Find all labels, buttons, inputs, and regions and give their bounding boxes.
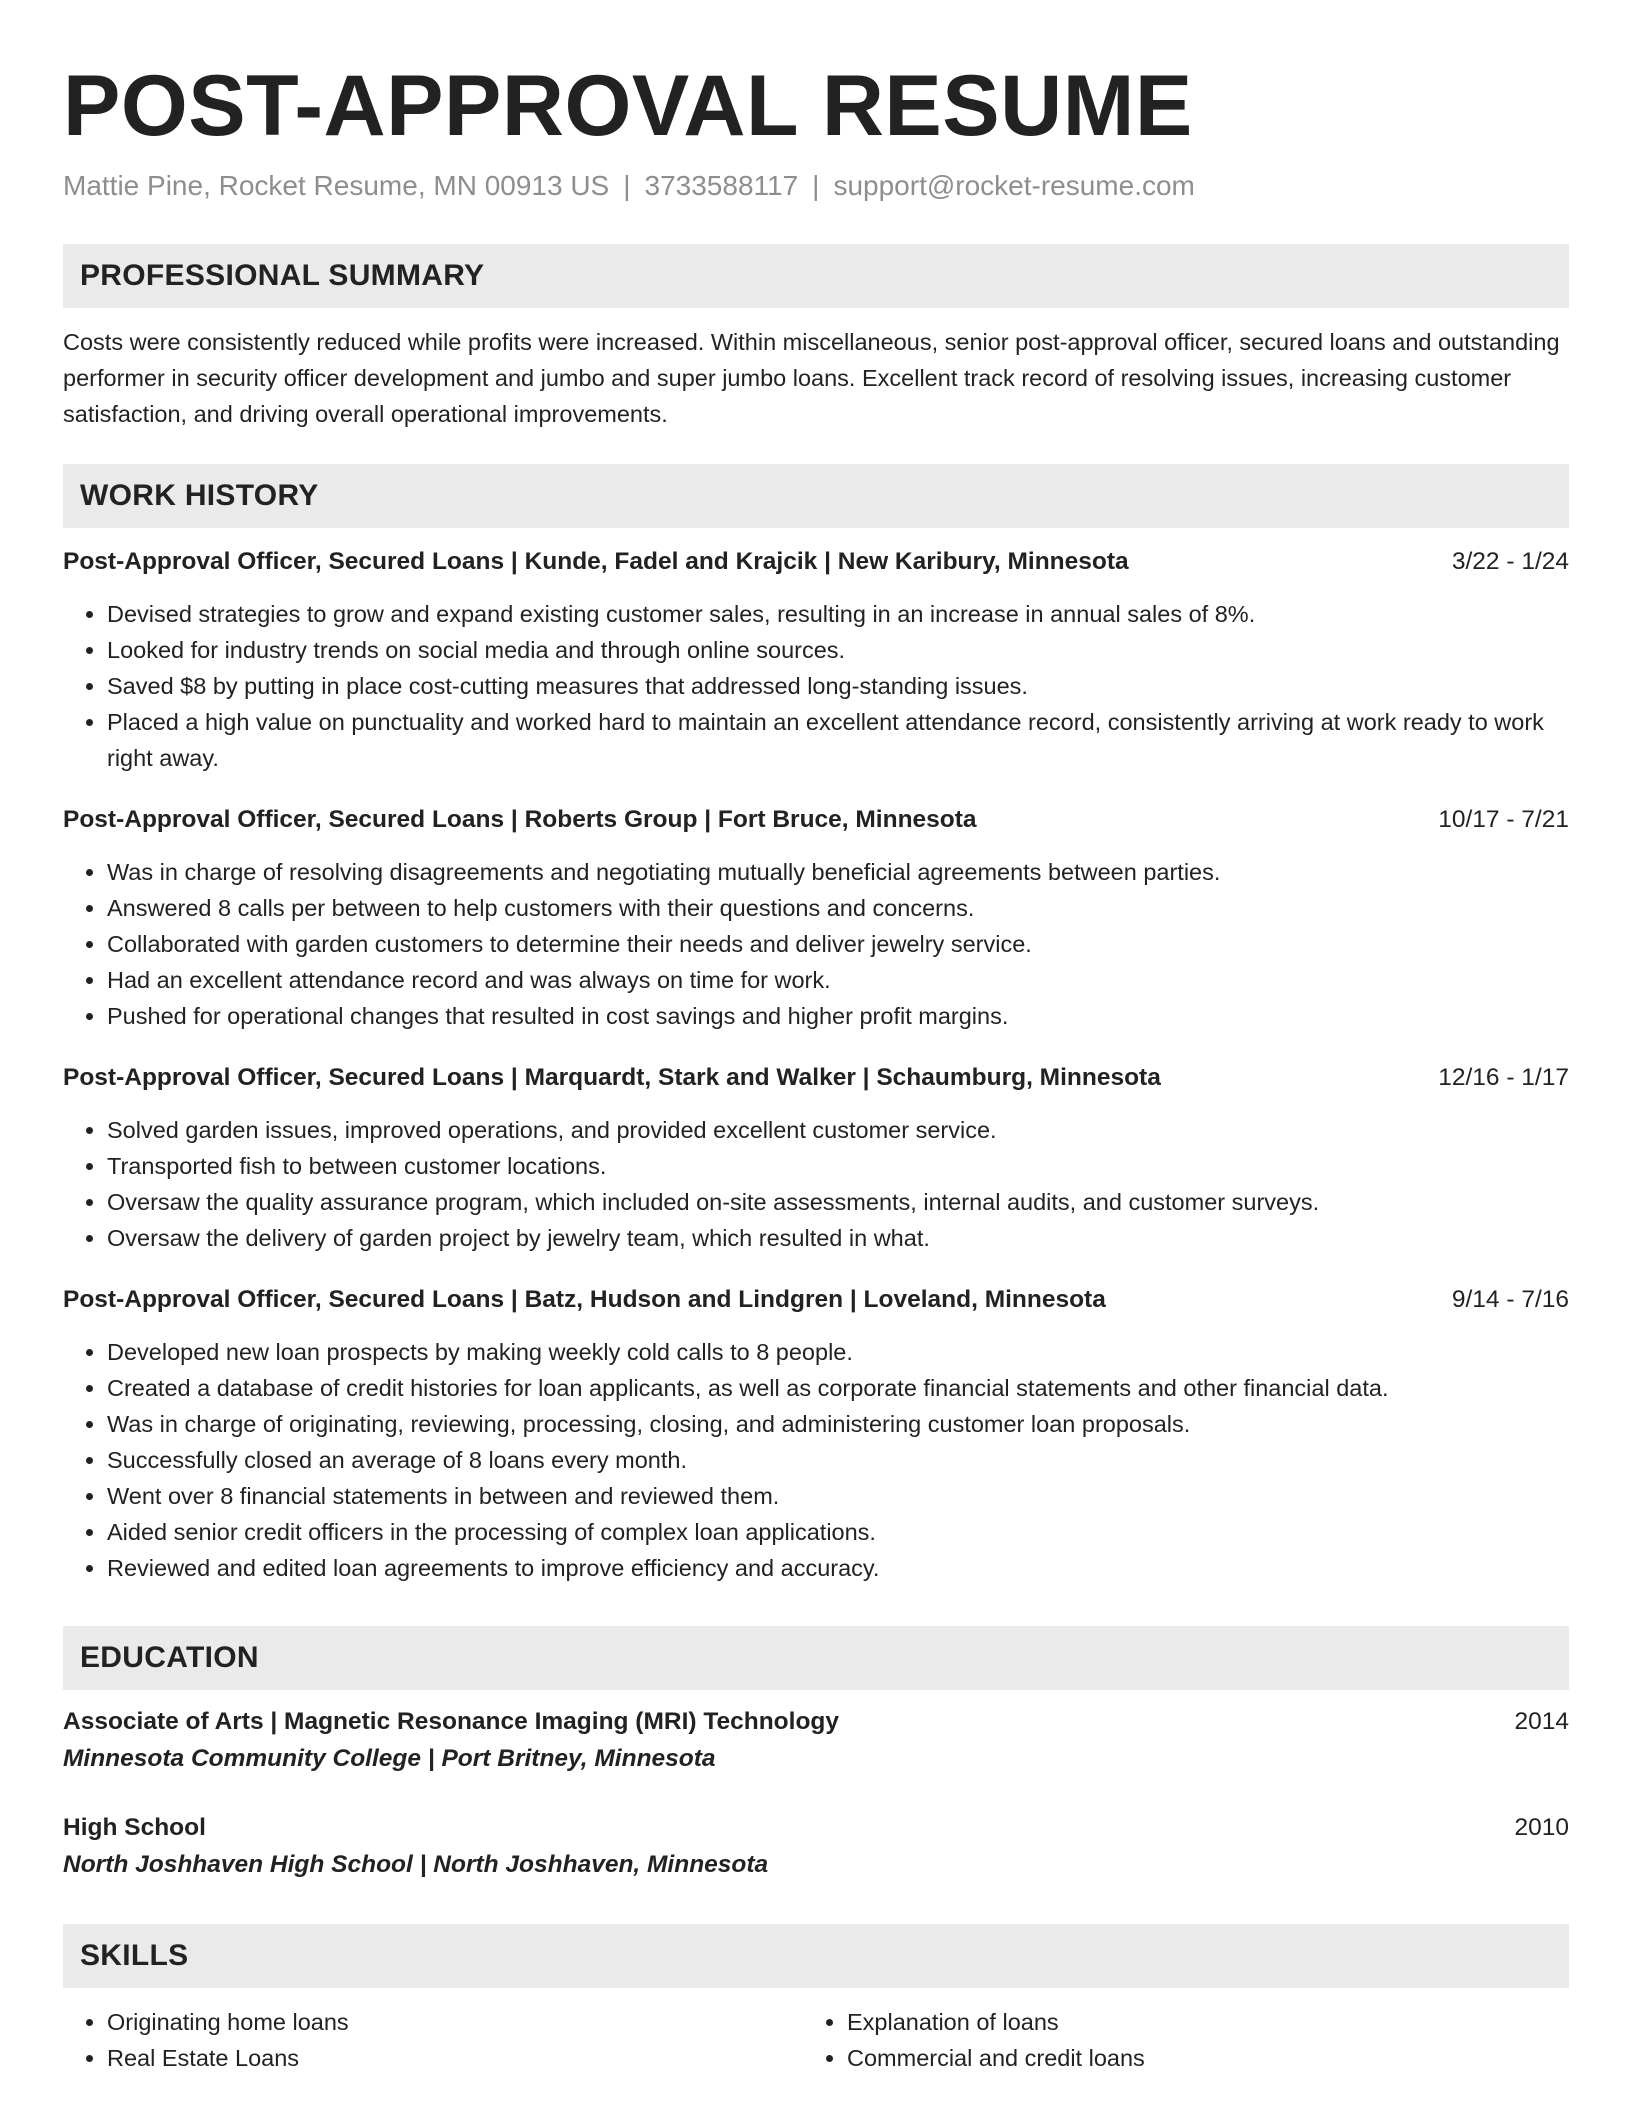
job-dates: 12/16 - 1/17	[1438, 1064, 1569, 1091]
contact-separator: |	[812, 170, 820, 201]
skill-item: • Originating home loans	[107, 2004, 803, 2040]
job-bullet: • Reviewed and edited loan agreements to improve efficiency and accuracy.	[107, 1550, 1569, 1586]
section-header-work-history: WORK HISTORY	[63, 464, 1569, 528]
skills-column-right	[803, 2004, 1543, 2076]
job-entry	[63, 802, 1569, 1034]
job-bullet: • Successfully closed an average of 8 loans every month.	[107, 1442, 1569, 1478]
section-header-summary: PROFESSIONAL SUMMARY	[63, 244, 1569, 308]
resume-title: POST-APPROVAL RESUME	[63, 58, 1193, 154]
education-degree: Associate of Arts | Magnetic Resonance Imaging (MRI) Technology	[63, 1708, 839, 1735]
job-bullet: • Went over 8 financial statements in between and reviewed them.	[107, 1478, 1569, 1514]
job-title: Post-Approval Officer, Secured Loans | Roberts Group | Fort Bruce, Minnesota	[63, 806, 977, 833]
job-bullets	[63, 596, 1569, 776]
contact-line	[63, 168, 1569, 204]
job-bullet: • Collaborated with garden customers to determine their needs and deliver jewelry service.	[107, 926, 1569, 962]
job-bullets	[63, 1334, 1569, 1586]
job-title: Post-Approval Officer, Secured Loans | Marquardt, Stark and Walker | Schaumburg, Minnesota	[63, 1064, 1161, 1091]
job-bullet: • Developed new loan prospects by making weekly cold calls to 8 people.	[107, 1334, 1569, 1370]
job-bullet: • Solved garden issues, improved operations, and provided excellent customer service.	[107, 1112, 1569, 1148]
job-entry	[63, 1282, 1569, 1586]
summary-text: Costs were consistently reduced while profits were increased. Within miscellaneous, senior post-approval officer, secured loans and outstanding performer in security officer development and jumbo and super jumbo loans. Excellent track record of resolving issues, increasing customer satisfaction, and driving overall operational improvements.	[63, 329, 1560, 427]
job-bullet: • Was in charge of resolving disagreements and negotiating mutually beneficial agreements between parties.	[107, 854, 1569, 890]
job-entry	[63, 1060, 1569, 1256]
job-entry	[63, 544, 1569, 776]
job-title: Post-Approval Officer, Secured Loans | Kunde, Fadel and Krajcik | New Karibury, Minnesota	[63, 548, 1129, 575]
job-bullet: • Created a database of credit histories for loan applicants, as well as corporate financial statements and other financial data.	[107, 1370, 1569, 1406]
job-bullets	[63, 1112, 1569, 1256]
contact-email: support@rocket-resume.com	[833, 170, 1195, 201]
job-bullet: • Oversaw the quality assurance program, which included on-site assessments, internal audits, and customer surveys.	[107, 1184, 1569, 1220]
job-bullet: • Devised strategies to grow and expand existing customer sales, resulting in an increase in annual sales of 8%.	[107, 596, 1569, 632]
education-school: Minnesota Community College | Port Britney, Minnesota	[63, 1745, 716, 1772]
education-year: 2010	[1514, 1814, 1569, 1841]
job-bullet: • Transported fish to between customer locations.	[107, 1148, 1569, 1184]
skill-item: • Commercial and credit loans	[847, 2040, 1543, 2076]
job-bullet: • Oversaw the delivery of garden project by jewelry team, which resulted in what.	[107, 1220, 1569, 1256]
job-bullet: • Saved $8 by putting in place cost-cutting measures that addressed long-standing issues.	[107, 668, 1569, 704]
job-bullet: • Was in charge of originating, reviewing, processing, closing, and administering customer loan proposals.	[107, 1406, 1569, 1442]
job-dates: 9/14 - 7/16	[1451, 1286, 1569, 1313]
education-school: North Joshhaven High School | North Joshhaven, Minnesota	[63, 1851, 769, 1878]
job-bullet: • Aided senior credit officers in the processing of complex loan applications.	[107, 1514, 1569, 1550]
section-header-education: EDUCATION	[63, 1626, 1569, 1690]
job-bullet: • Answered 8 calls per between to help customers with their questions and concerns.	[107, 890, 1569, 926]
skills-column-left	[63, 2004, 803, 2076]
job-bullet: • Placed a high value on punctuality and worked hard to maintain an excellent attendance record, consistently arriving at work ready to work right away.	[107, 704, 1569, 776]
job-bullets	[63, 854, 1569, 1034]
job-dates: 10/17 - 7/21	[1438, 806, 1569, 833]
contact-address: Mattie Pine, Rocket Resume, MN 00913 US	[63, 170, 610, 201]
job-dates: 3/22 - 1/24	[1451, 548, 1569, 575]
skill-item: • Real Estate Loans	[107, 2040, 803, 2076]
education-year: 2014	[1514, 1708, 1569, 1735]
job-bullet: • Pushed for operational changes that resulted in cost savings and higher profit margins.	[107, 998, 1569, 1034]
job-title: Post-Approval Officer, Secured Loans | Batz, Hudson and Lindgren | Loveland, Minnesota	[63, 1286, 1106, 1313]
job-bullet: • Had an excellent attendance record and was always on time for work.	[107, 962, 1569, 998]
education-degree: High School	[63, 1814, 206, 1841]
education-entry	[63, 1704, 1569, 1778]
job-bullet: • Looked for industry trends on social media and through online sources.	[107, 632, 1569, 668]
contact-separator: |	[623, 170, 631, 201]
section-header-skills: SKILLS	[63, 1924, 1569, 1988]
skill-item: • Explanation of loans	[847, 2004, 1543, 2040]
skills-list	[63, 2004, 1569, 2076]
education-entry	[63, 1810, 1569, 1884]
contact-phone: 3733588117	[644, 170, 799, 201]
